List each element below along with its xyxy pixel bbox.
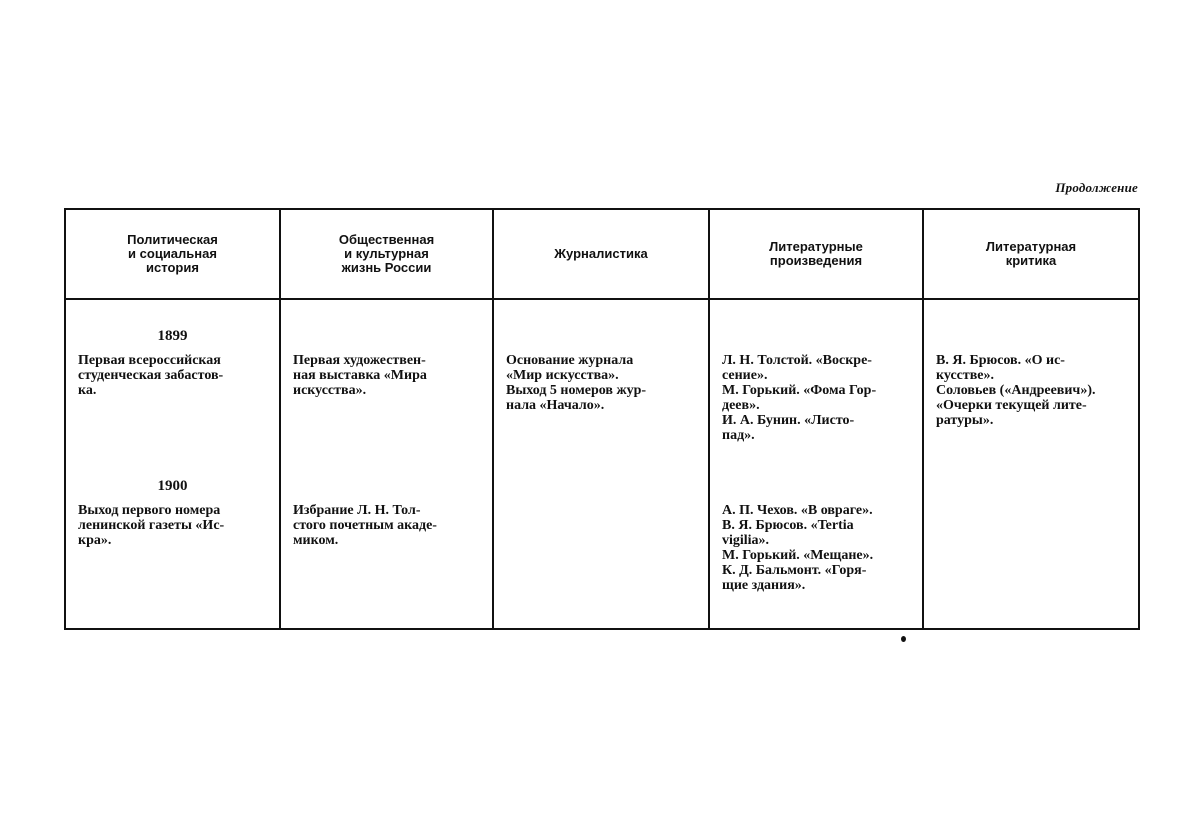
table-cell xyxy=(709,478,923,629)
column-header-literary-works: Литературные произведения xyxy=(709,209,923,299)
table-row-1899 xyxy=(65,299,1139,478)
table-cell xyxy=(65,478,280,629)
column-header-journalism: Журналистика xyxy=(493,209,709,299)
table-cell xyxy=(923,299,1139,478)
cell-text: Основание журнала «Мир искусства». Выход 5 номеров жур- нала «Начало». xyxy=(506,353,647,413)
cell-text: Л. Н. Толстой. «Воскре- сение». М. Горький. «Фома Гор- деев». И. А. Бунин. «Листо- пад». xyxy=(722,353,877,443)
cell-text: Первая художествен- ная выставка «Мира искусства». xyxy=(293,353,427,398)
column-header-literary-criticism: Литературная критика xyxy=(923,209,1139,299)
chronology-table xyxy=(64,208,1140,630)
table-cell xyxy=(65,299,280,478)
column-header-social-cultural-life: Общественная и культурная жизнь России xyxy=(280,209,493,299)
table-header-row xyxy=(65,209,1139,299)
cell-text: Первая всероссийская студенческая забастов- ка. xyxy=(78,353,224,398)
cell-text: Избрание Л. Н. Тол- стого почетным акаде- миком. xyxy=(293,503,437,548)
table-cell xyxy=(923,478,1139,629)
continued-label: Продолжение xyxy=(1055,180,1138,195)
table-cell xyxy=(493,299,709,478)
year-label-1900: 1900 xyxy=(157,478,188,494)
table-cell xyxy=(709,299,923,478)
column-header-political-history: Политическая и социальная история xyxy=(65,209,280,299)
table-cell xyxy=(493,478,709,629)
cell-text: В. Я. Брюсов. «О ис- кусстве». Соловьев («Андреевич»). «Очерки текущей лите- ратуры». xyxy=(936,353,1096,428)
table-row-1900 xyxy=(65,478,1139,629)
cell-text: А. П. Чехов. «В овраге». В. Я. Брюсов. «Tertia vigilia». М. Горький. «Мещане». К. Д. Бальмонт. «Горя- щие здания». xyxy=(722,503,874,593)
cell-text: Выход первого номера ленинской газеты «Ис- кра». xyxy=(78,503,225,548)
table-cell xyxy=(280,299,493,478)
year-label-1899: 1899 xyxy=(157,328,188,344)
ink-dot xyxy=(901,636,906,642)
table-cell xyxy=(280,478,493,629)
